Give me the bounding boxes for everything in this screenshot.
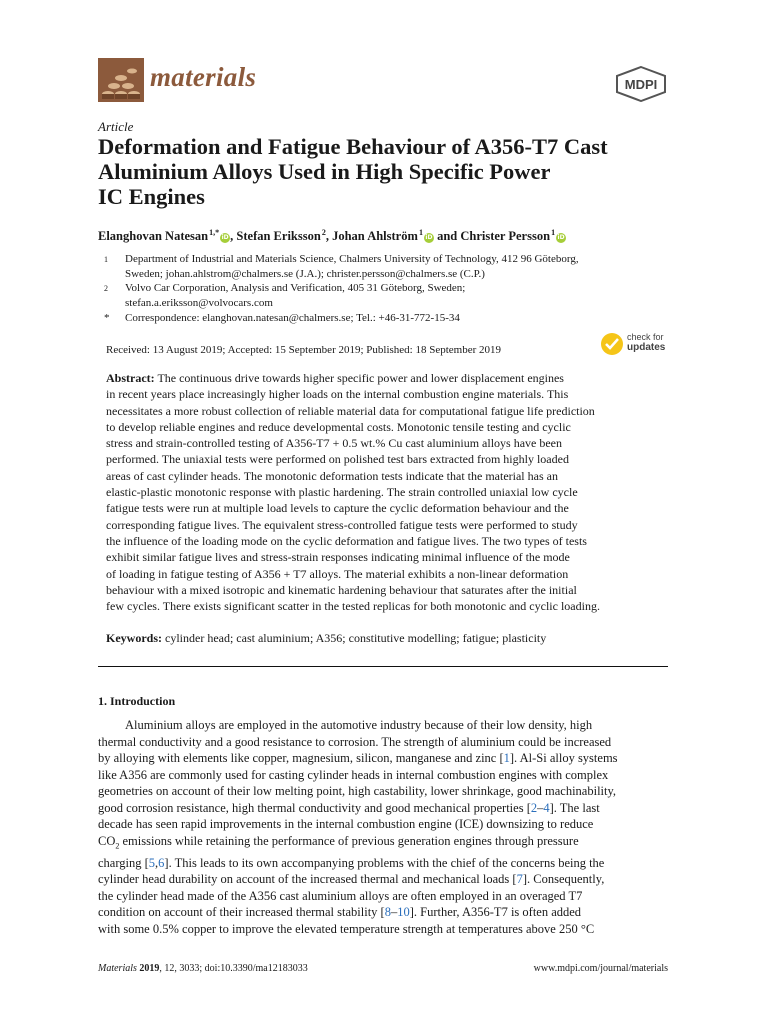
abstract: Abstract: The continuous drive towards higher specific power and lower displacement engines in recent years place increasingly higher loads on the internal combustion engine materials. This necessitates a more robust collection of reliable material data for computational fatigue life prediction to develop reliable engines and reduce developmental costs. Monotonic tensile testing and cyclic stress and strain-controlled testing of A356-T7 + 0.5 wt.% Cu cast aluminium alloys have been performed. The uniaxial tests were performed on polished test bars extracted from highly loaded areas of cast cylinder heads. The monotonic deformation tests indicate that the material has an elastic-plastic monotonic response with plastic hardening. The strain controlled uniaxial low cycle fatigue tests were run at multiple load levels to capture the cyclic deformation behaviour and the corresponding fatigue lives. The equivalent stress-controlled fatigue tests were performed to study the influence of the loading mode on the cyclic deformation and fatigue lives. The two types of tests exhibit similar fatigue lives and stress-strain responses indicating minimal influence of the mode of loading in fatigue testing of A356 + T7 alloys. The material exhibits a non-linear deformation behaviour with a mixed isotropic and kinematic hardening behaviour that saturates after the initial few cycles. There exists significant scatter in the tested replicas for both monotonic and cyclic loading. <box>106 370 672 614</box>
body-text-segment: decade has seen rapid improvements in the internal combustion engine (ICE) downsizing to reduce <box>98 817 594 831</box>
citation-footer: Materials 2019, 12, 3033; doi:10.3390/ma12183033 <box>98 963 308 974</box>
citation-link[interactable]: 1 <box>503 751 510 765</box>
body-text-segment: condition on account of their increased thermal stability [ <box>98 905 385 919</box>
body-text-segment: good corrosion resistance, high thermal conductivity and good mechanical properties [ <box>98 800 531 815</box>
body-text-segment: charging [ <box>98 855 149 870</box>
body-line <box>98 871 670 888</box>
body-text-segment: Aluminium alloys are employed in the automotive industry because of their low density, high <box>125 718 593 732</box>
publication-dates: Received: 13 August 2019; Accepted: 15 September 2019; Published: 18 September 2019 <box>106 344 502 356</box>
subscript: 2 <box>115 841 120 850</box>
citation-link[interactable]: 8 <box>384 905 391 919</box>
abstract-line: the influence of the loading mode on the cyclic deformation and fatigue lives. The two types of tests <box>106 533 587 548</box>
author-list: Elanghovan Natesan $^{1,*}$iD, Stefan Eriksson $^2$, Johan Ahlström $^1$iD and Christer Persson $^1$iD <box>98 228 565 244</box>
abstract-line: elastic-plastic monotonic response with plastic hardening. The strain controlled uniaxial low cycle <box>106 485 578 500</box>
keywords <box>106 631 546 646</box>
body-text-segment: by alloying with elements like copper, magnesium, silicon, manganese and zinc [ <box>98 751 504 765</box>
body-text-segment: ]. Al-Si alloy systems <box>509 751 618 765</box>
abstract-line: necessitates a more robust collection of reliable material data for computational fatigue life prediction <box>106 403 595 418</box>
abstract-line: corresponding fatigue lives. The equivalent stress-controlled fatigue tests were performed to study <box>106 517 578 532</box>
citation-link[interactable]: 2 <box>530 800 538 815</box>
body-text-segment: ]. The last <box>549 800 600 815</box>
body-line <box>98 855 670 872</box>
body-text-segment: the cylinder head made of the A356 cast aluminium alloys are often employed in an overaged T7 <box>98 888 583 903</box>
abstract-label: Abstract: <box>106 371 155 385</box>
citation-link[interactable]: 5 <box>148 855 156 870</box>
body-text-segment: ]. Further, A356-T7 is often added <box>409 905 582 919</box>
abstract-line: exhibit similar fatigue lives and stress-strain responses indicating minimal influence of the mode <box>106 550 570 565</box>
body-text-segment: geometries on account of their low melting point, high castability, lower shrinkage, good machinability, <box>98 784 617 798</box>
check-updates-line1: check for <box>627 332 664 342</box>
body-text-segment: , <box>155 855 159 870</box>
article-type: Article <box>98 119 134 134</box>
body-line <box>98 783 670 800</box>
abstract-line: to develop reliable engines and reduce developmental costs. Monotonic tensile testing and cyclic <box>106 419 571 434</box>
body-line <box>98 800 670 817</box>
author-name: Elanghovan Natesan <box>98 229 209 244</box>
orcid-icon[interactable]: iD <box>221 234 229 242</box>
journal-name: materials <box>150 62 257 92</box>
citation-link[interactable]: 10 <box>397 905 410 919</box>
title-line: IC Engines <box>98 184 205 209</box>
author-name: Stefan Eriksson <box>236 229 321 244</box>
body-line <box>98 833 670 855</box>
body-text-segment: ]. Consequently, <box>522 872 605 886</box>
orcid-icon[interactable]: iD <box>557 234 565 242</box>
body-text-segment: CO <box>98 833 116 848</box>
keywords-label: Keywords: <box>106 631 162 645</box>
author-name: Johan Ahlström <box>332 229 418 244</box>
section-heading: 1. Introduction <box>98 694 176 708</box>
citation-link[interactable]: 6 <box>158 855 165 870</box>
body-line <box>98 734 670 751</box>
body-text-segment: with some 0.5% copper to improve the elevated temperature strength at temperatures above 250 °C <box>98 921 595 936</box>
body-text-segment: – <box>537 800 544 815</box>
body-line <box>98 888 670 905</box>
body-text-segment: emissions while retaining the performance of previous generation engines through pressure <box>119 833 579 848</box>
body-line <box>98 921 670 938</box>
check-updates-icon <box>601 333 623 355</box>
abstract-line: of loading in fatigue testing of A356 + T7 alloys. The material exhibits a non-linear deformation <box>106 566 569 581</box>
materials-logo-icon <box>98 58 144 102</box>
abstract-line: fatigue tests were run at multiple load levels to capture the cyclic deformation behaviour and the <box>106 501 569 516</box>
page-title <box>98 134 698 209</box>
title-line: Deformation and Fatigue Behaviour of A356-T7 Cast <box>98 134 608 159</box>
abstract-line: stress and strain-controlled testing of A356-T7 + 0.5 wt.% Cu cast aluminium alloys have been <box>106 436 563 451</box>
citation-link[interactable]: 4 <box>543 800 550 815</box>
abstract-line: few cycles. There exists significant scatter in the tested replicas for both monotonic and cyclic loading. <box>106 599 600 614</box>
body-line <box>98 750 670 767</box>
mdpi-logo-icon <box>614 66 668 102</box>
body-text-segment: – <box>390 905 398 919</box>
citation-link[interactable]: 7 <box>516 872 523 886</box>
introduction-body <box>98 717 670 937</box>
body-text-segment: cylinder head durability on account of the increased thermal and mechanical loads [ <box>98 872 517 886</box>
body-line <box>98 767 670 784</box>
body-text-segment: thermal conductivity and a good resistance to corrosion. The strength of aluminium could be increased <box>98 734 612 749</box>
body-line <box>98 717 670 734</box>
mdpi-logo-text: MDPI <box>624 77 658 92</box>
abstract-line: performed. The uniaxial tests were performed on polished test bars extracted from highly loaded <box>106 452 569 467</box>
body-text-segment: like A356 are commonly used for casting cylinder heads in internal combustion engines with complex <box>98 767 609 782</box>
check-for-updates-button[interactable] <box>601 332 673 356</box>
body-text-segment: ]. This leads to its own accompanying problems with the chief of the concerns being the <box>164 855 605 870</box>
divider <box>98 666 668 667</box>
body-line <box>98 904 670 921</box>
abstract-line: behaviour with a mixed isotropic and kinematic hardening behaviour that saturates after the initial <box>106 582 577 597</box>
orcid-icon[interactable]: iD <box>425 234 433 242</box>
abstract-line: areas of cast cylinder heads. The monotonic deformation tests indicate that the material has an <box>106 468 558 483</box>
body-line <box>98 816 670 833</box>
title-line: Aluminium Alloys Used in High Specific Power <box>98 159 551 184</box>
abstract-line: in recent years place increasingly higher loads on the internal combustion engine materials. This <box>106 387 569 402</box>
check-updates-line2: updates <box>627 342 666 353</box>
journal-url-link[interactable]: www.mdpi.com/journal/materials <box>533 963 668 974</box>
author-name: Christer Persson <box>460 229 551 244</box>
keywords-text: cylinder head; cast aluminium; A356; constitutive modelling; fatigue; plasticity <box>162 631 547 645</box>
